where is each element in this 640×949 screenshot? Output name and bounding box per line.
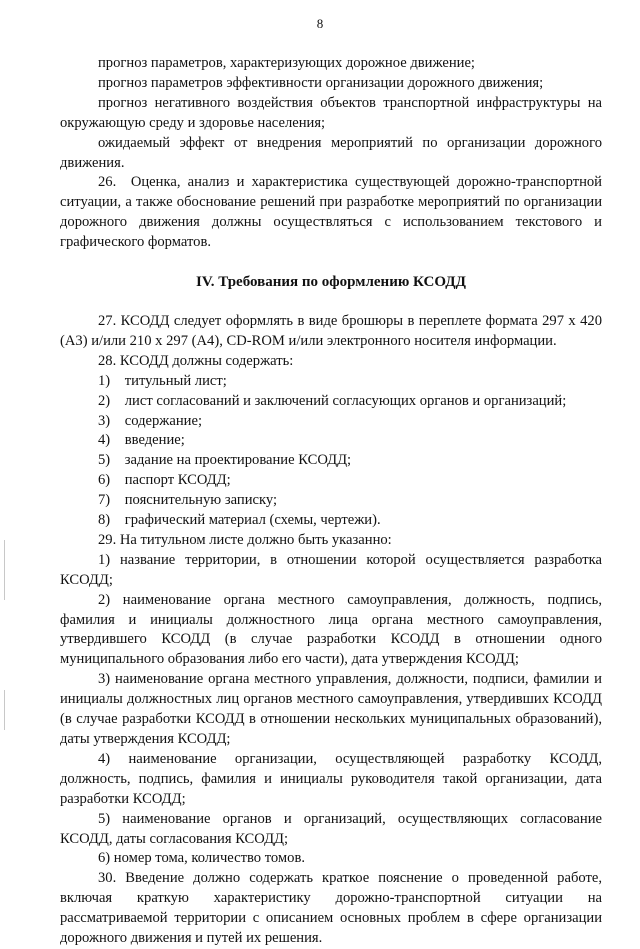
- paragraph: прогноз параметров, характеризующих дорожное движение;: [98, 55, 475, 71]
- list-item: 5) наименование органов и организаций, осуществляющих согласование КСОДД, даты согласования КСОДД;: [60, 810, 602, 847]
- paragraph: прогноз негативного воздействия объектов транспортной инфраструктуры на окружающую среду и здоровье населения;: [60, 94, 602, 131]
- section-heading: IV. Требования по оформлению КСОДД: [196, 274, 466, 291]
- list-item: 2) наименование органа местного самоуправления, должность, подпись, фамилия и инициалы должностного лица органа местного самоуправления, утвердившего КСОДД (в случае разработки КСОДД в отношении одного муниципального образования либо его части), дата утверждения КСОДД;: [60, 591, 602, 668]
- list-item: 6) номер тома, количество томов.: [98, 850, 305, 867]
- list-item: 5) задание на проектирование КСОДД;: [98, 452, 352, 469]
- list-item: 8) графический материал (схемы, чертежи).: [98, 512, 381, 529]
- scan-edge-mark: [4, 540, 5, 600]
- page-number: 8: [316, 16, 324, 31]
- list-item: 6) паспорт КСОДД;: [98, 472, 231, 489]
- list-item: 4) наименование организации, осуществляющей разработку КСОДД, должность, подпись, фамилия и инициалы руководителя такой организации, дата разработки КСОДД;: [60, 750, 602, 807]
- paragraph: прогноз параметров эффективности организации дорожного движения;: [98, 74, 544, 91]
- paragraph: 26. Оценка, анализ и характеристика существующей дорожно-транспортной ситуации, а также обоснование решений при разработке мероприятий по организации дорожного движения должны осуществляться с использованием текстового и графического форматов.: [60, 174, 602, 251]
- list-item: 3) содержание;: [98, 412, 203, 429]
- document-body: [60, 54, 602, 949]
- paragraph: ожидаемый эффект от внедрения мероприятий по организации дорожного движения.: [60, 134, 602, 171]
- scan-edge-mark: [4, 690, 5, 730]
- list-item: 4) введение;: [98, 432, 185, 449]
- list-item: 1) титульный лист;: [98, 372, 227, 389]
- list-item: 1) название территории, в отношении которой осуществляется разработка КСОДД;: [60, 551, 602, 588]
- paragraph: 30. Введение должно содержать краткое пояснение о проведенной работе, включая краткую характеристику дорожно-транспортной ситуации на рассматриваемой территории с описанием основных проблем в сфере организации дорожного движения и путей их решения.: [60, 870, 602, 947]
- paragraph: 29. На титульном листе должно быть указанно:: [98, 531, 392, 548]
- list-item: 3) наименование органа местного управления, должности, подписи, фамилии и инициалы должностных лиц органов местного самоуправления, утвердивших КСОДД (в случае разработки КСОДД в отношении нескольких муниципальных образований), даты утверждения КСОДД;: [60, 671, 602, 747]
- list-item: 2) лист согласований и заключений согласующих органов и организаций;: [98, 392, 567, 409]
- paragraph: 27. КСОДД следует оформлять в виде брошюры в переплете формата 297 х 420 (А3) и/или 210 х 297 (А4), CD-ROM и/или электронного носителя информации.: [60, 312, 602, 349]
- paragraph: 28. КСОДД должны содержать:: [98, 352, 294, 369]
- list-item: 7) пояснительную записку;: [98, 492, 278, 509]
